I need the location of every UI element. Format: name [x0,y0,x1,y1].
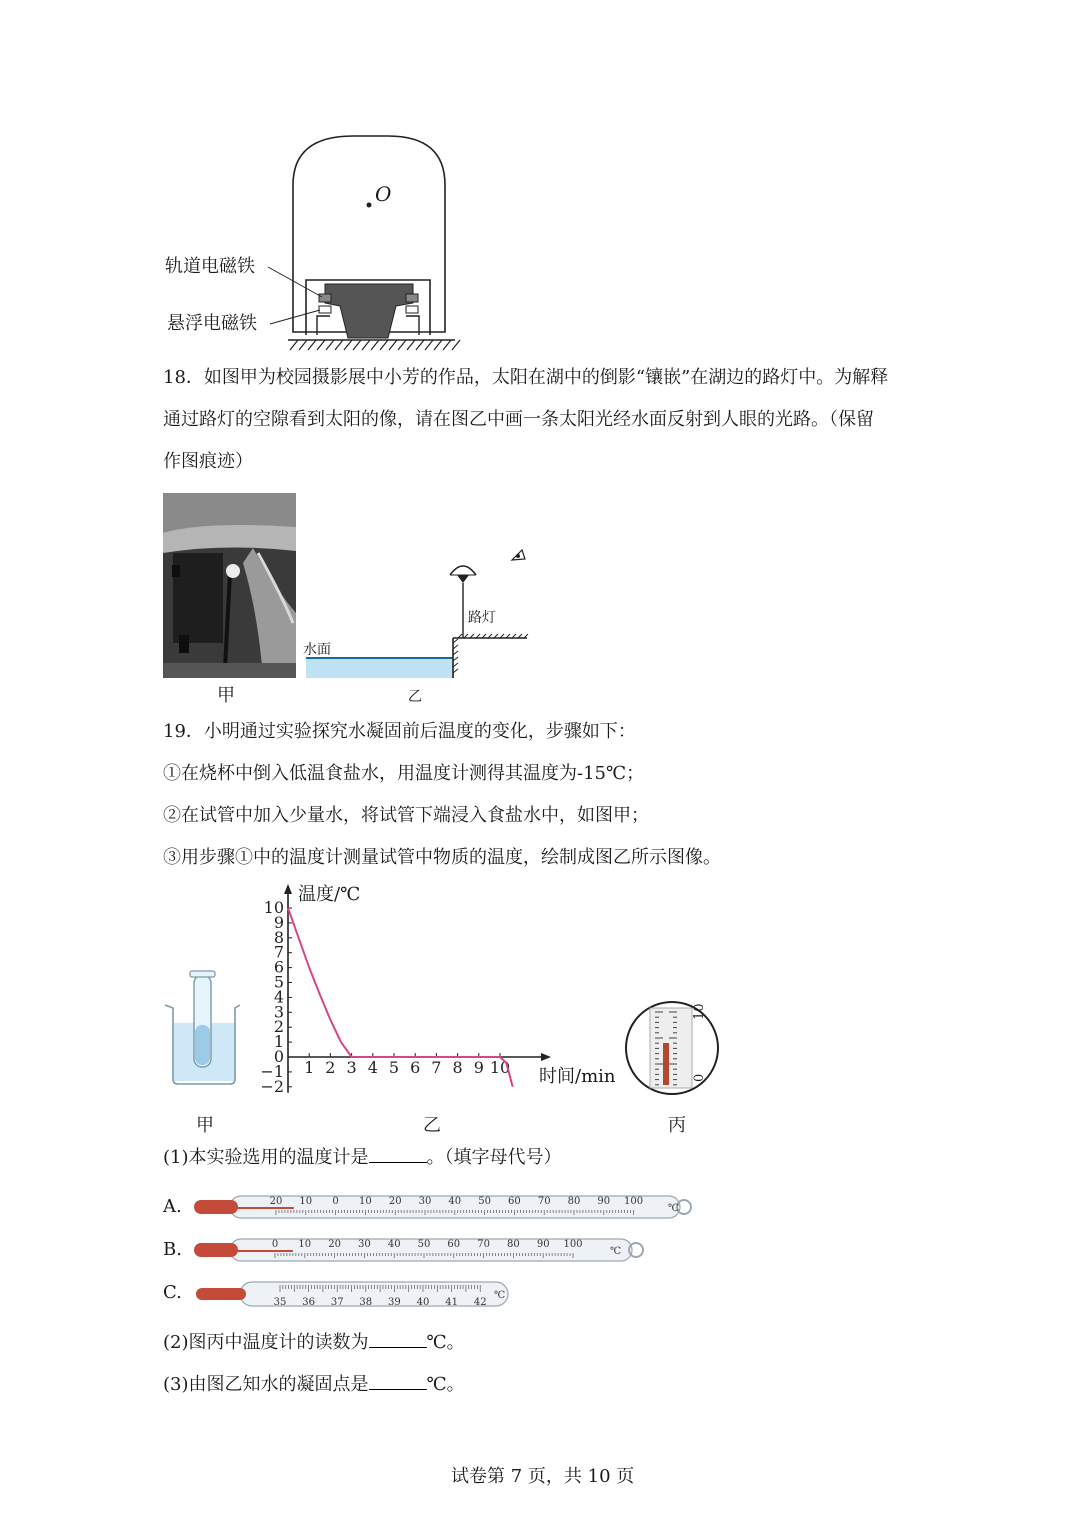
y-tick-label: 5 [273,972,284,992]
thermometer-tick-label: 100 [624,1196,644,1207]
bing-tick-10: 10 [692,1003,707,1020]
q19-step-2: ②在试管中加入少量水，将试管下端浸入食盐水中，如图甲； [163,805,649,826]
thermometer-option-a[interactable] [190,1187,710,1223]
answer-blank-1[interactable] [369,1146,427,1163]
thermometer-reading-bing [622,998,722,1098]
x-tick-label: 1 [304,1058,315,1077]
thermometer-tick-label: 30 [418,1196,432,1207]
y-axis-arrow [284,884,292,894]
thermometer-bulb [194,1243,238,1257]
y-tick-label: 7 [273,942,284,962]
y-tick-label: 2 [273,1017,284,1037]
thermometer-tick-label: 70 [537,1196,551,1207]
thermometer-tick-label: 35 [273,1297,287,1308]
thermometer-tick-label: 80 [567,1196,581,1207]
thermometer-tick-label: 10 [359,1196,372,1207]
thermometer-tick-label: 41 [445,1297,458,1308]
beaker-test-tube [160,965,245,1090]
thermometer-tick-label: 20 [269,1196,283,1207]
y-tick-label: −2 [260,1076,284,1096]
lamp-label: 路灯 [468,610,496,626]
sub-question-1: (1)本实验选用的温度计是 。（填字母代号） [163,1147,562,1168]
thermometer-tick-label: 80 [507,1239,520,1250]
thermometer-tick-label: 100 [563,1239,583,1250]
thermometer-bulb [196,1288,246,1300]
x-tick-label: 9 [473,1058,484,1077]
thermometer-tick-label: 36 [302,1297,315,1308]
thermometer-tick-label: 60 [508,1196,521,1207]
fig-jia-18: 甲 [217,685,235,706]
thermometer-unit: ℃ [494,1290,506,1301]
page-footer: 试卷第 7 页，共 10 页 [451,1466,635,1487]
thermometer-tick-label: 40 [448,1196,462,1207]
point-o [367,203,372,208]
option-b-label: B. [163,1239,182,1260]
chart-x-axis-label: 时间/min [539,1066,616,1087]
thermometer-tick-label: 20 [328,1239,341,1250]
x-tick-label: 7 [431,1058,442,1077]
x-tick-label: 5 [388,1058,400,1077]
thermometer-tick-label: 70 [477,1239,490,1250]
thermometer-tick-label: 20 [388,1196,402,1207]
y-tick-label: 10 [263,898,284,917]
bing-tick-0: 0 [692,1073,707,1082]
thermometer-option-c[interactable] [190,1274,520,1310]
chart-y-axis-label: 温度/℃ [298,884,361,905]
thermometer-tick-label: 42 [473,1297,487,1308]
thermometer-tick-label: 60 [447,1239,461,1250]
question-18 [163,357,923,483]
lake-photo [163,493,296,678]
q18-line-3: 作图痕迹） [163,451,253,472]
thermometer-tick-label: 0 [332,1196,339,1207]
option-a-label: A. [163,1196,182,1217]
question-19 [163,711,923,879]
thermometer-bulb [194,1200,238,1214]
point-o-label: O [375,182,392,206]
q18-line-1: 18．如图甲为校园摄影展中小芳的作品，太阳在湖中的倒影“镶嵌”在湖边的路灯中。为解释 [163,367,889,388]
thermometer-tick-label: 38 [359,1297,373,1308]
fig-yi-19: 乙 [423,1115,441,1136]
thermometer-tick-label: 37 [330,1297,344,1308]
q18-line-2: 通过路灯的空隙看到太阳的像，请在图乙中画一条太阳光经水面反射到人眼的光路。（保留 [163,409,874,430]
sub-question-2: (2)图丙中温度计的读数为 ℃。 [163,1332,465,1353]
x-tick-label: 10 [489,1058,511,1077]
sub-question-3: (3)由图乙知水的凝固点是 ℃。 [163,1374,465,1395]
fig-bing-19: 丙 [668,1115,686,1136]
fig-yi-18: 乙 [408,689,422,705]
thermometer-unit: ℃ [610,1246,622,1257]
y-tick-label: 1 [273,1032,284,1052]
y-tick-label: 6 [273,957,284,977]
x-axis-arrow [541,1053,551,1061]
thermometer-option-b[interactable] [190,1231,650,1265]
thermometer-unit: ℃ [668,1203,680,1214]
answer-blank-2[interactable] [369,1331,427,1348]
q19-step-3: ③用步骤①中的温度计测量试管中物质的温度，绘制成图乙所示图像。 [163,847,721,868]
x-tick-label: 4 [367,1058,378,1077]
answer-blank-3[interactable] [369,1373,427,1390]
y-tick-label: 3 [273,1002,284,1022]
thermometer-tick-label: 39 [388,1297,401,1308]
y-tick-label: 8 [273,927,284,947]
y-tick-label: 4 [273,987,284,1007]
thermometer-tick-label: 30 [358,1239,371,1250]
x-tick-label: 8 [452,1058,463,1077]
thermometer-tick-label: 10 [299,1196,313,1207]
thermometer-tick-label: 90 [597,1196,611,1207]
q19-intro: 19．小明通过实验探究水凝固前后温度的变化，步骤如下： [163,721,636,742]
thermometer-tick-label: 0 [271,1239,279,1250]
water-surface-label: 水面 [303,642,331,658]
thermometer-tick-label: 90 [536,1239,550,1250]
y-tick-label: 9 [273,912,284,932]
thermometer-tick-label: 50 [478,1196,491,1207]
fig-jia-19: 甲 [196,1115,214,1136]
thermometer-tick-label: 40 [416,1297,430,1308]
thermometer-tick-label: 40 [387,1239,401,1250]
reflection-diagram [300,545,540,680]
thermometer-tick-label: 10 [298,1239,312,1250]
levitation-magnet-label: 悬浮电磁铁 [167,313,257,334]
y-tick-label: 0 [273,1047,284,1066]
y-tick-label: −1 [260,1061,284,1081]
x-tick-label: 6 [410,1058,421,1077]
x-tick-label: 2 [325,1058,336,1077]
q19-step-1: ①在烧杯中倒入低温食盐水，用温度计测得其温度为-15℃； [163,763,645,784]
thermometer-tick-label: 50 [417,1239,431,1250]
track-magnet-label: 轨道电磁铁 [165,256,255,277]
option-c-label: C. [163,1282,182,1303]
x-tick-label: 3 [346,1058,357,1077]
